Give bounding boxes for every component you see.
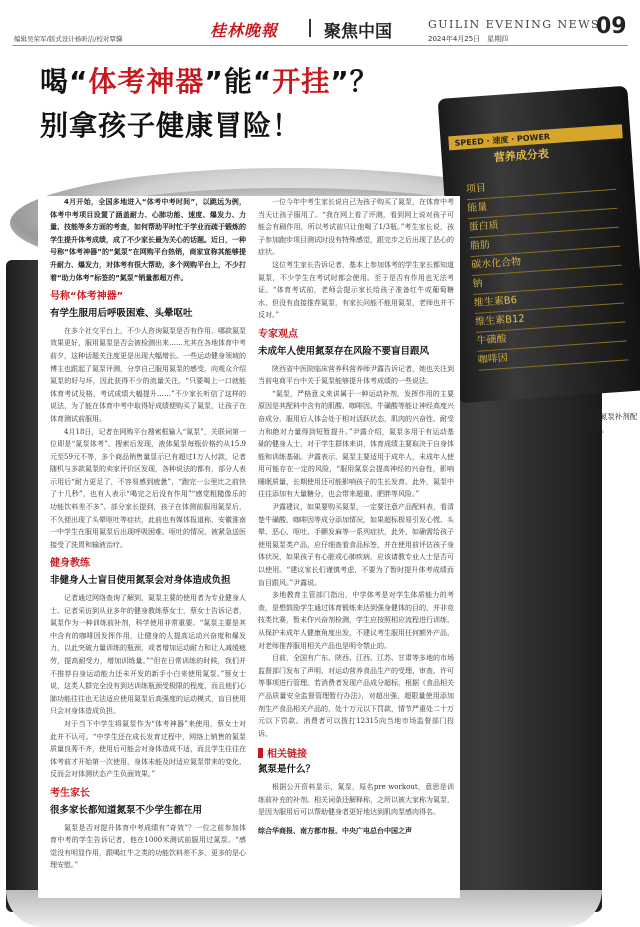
nutrition-row: 维生素B6	[473, 285, 624, 314]
headline-line-1: 喝“体考神器”能“开挂”？	[40, 65, 379, 98]
section-subhead: 未成年人使用氮泵存在风险不要盲目跟风	[258, 345, 430, 357]
section-subhead: 很多家长都知道氮泵不少学生都在用	[50, 804, 203, 816]
paragraph: 对于当下中学生将氮泵作为“体考神器”来使用，蔡女士对此并不认可。“中学生还在成长发育过程中，网络上销售的氮泵质量良莠不齐，使用后可能会对身体造成不适，而且学生往往在体考前才开始第一次使用，身体未能及时适应氮泵带来的变化，反而会对体测状态产生负面效果。”	[50, 719, 246, 779]
article-intro: 4月开始，全国多地进入“体考中考时间”，以跳远为例，体考中考项目设置了涵盖耐力、心肺功能、速度、爆发力、力量、技能等多方面的考查，如何帮助平时忙于学业而疏于锻炼的学生提升体考成绩，成了不少家长最为关心的话题。近日，一种号称“体考神器”的“氮泵”在网购平台热销，商家宣称其能够提升耐力、爆发力，对体考有很大帮助，多个网购平台上，不少打着“助力体考”标签的“氮泵”销量都超万件。	[50, 198, 246, 282]
paragraph: 4月18日，记者在网购平台搜索框输入“氮泵”，关联词第一位即是“氮泵体考”。搜索后发现，液体氮泵每瓶价格约从15.9元至59元不等，多个商品销售量显示已有超过1万人付款，记者随机与多款氮泵的卖家评价区发现，各种说法的都有，部分人表示用后“耐力更足了，不容易感到疲惫”，“跑完一公里比之前快了十几秒”，也有人表示“喝完之后没有作用”“感觉粗糙像乐的功能饮料差不多”。部分家长提到，孩子在体测前服用氮泵后，不久便出现了头晕呕吐等症状，此前也有媒体报道称，安徽淮南一中学生在服用氮泵后出现呼吸困难、呕吐的情况，被紧急送医接受了洗胃和输液治疗。	[50, 427, 246, 549]
section-kicker: 专家观点	[258, 328, 298, 340]
section-title: 聚焦中国	[324, 22, 392, 42]
section-subhead: 氮泵是什么？	[258, 763, 316, 775]
photo-caption: ⬆某氮泵补剂配料表。	[586, 412, 638, 434]
nutrition-row: 牛磺酸	[476, 322, 627, 351]
nutrition-row: 咖啡因	[477, 341, 628, 370]
section-subhead: 非健身人士盲目使用氮泵会对身体造成负担	[50, 575, 231, 587]
section-kicker: 健身教练	[50, 558, 90, 570]
article-body	[38, 196, 460, 898]
article-column-left	[50, 196, 246, 872]
nutrition-row: 项目	[465, 171, 616, 200]
nutrition-row: 维生素B12	[475, 303, 626, 332]
paragraph: 陕西省中医院临床营养科营养师尹露告诉记者，她也关注到当前电商平台中关于氮泵能够提升体考成绩的一些说法。	[258, 364, 454, 386]
headline	[40, 60, 379, 148]
headline-line-2: 别拿孩子健康冒险！	[40, 109, 302, 142]
section-subhead: 有学生服用后呼吸困难、头晕呕吐	[50, 307, 193, 319]
paragraph: 氮泵是否对提升体育中考成绩有“奇效”？一位之前参加体育中考的学生告诉记者，他在1000米测试前服用过氮泵。“感觉没有明显作用，跟喝红牛之类的功能饮料差不多，更多的是心理安慰。”	[50, 823, 246, 870]
paragraph: 多地教育主管部门指出，中学体考是对学生体质能力的考查，是想鼓励学生通过体育锻炼来达到强身健体的目的，并非竞技类比赛，暂未作兴奋剂检测，学生应按照相应流程进行训练，从保护未成年人健康角度出发，不建议考生服用任何额外产品，对老师推荐服用相关产品也是明令禁止的。	[258, 591, 454, 650]
nutrition-row: 脂肪	[469, 228, 620, 257]
paragraph: 记者通过网络查询了解到，氮泵主要的使用者为专业健身人士。记者采访到从业多年的健身教练蔡女士，蔡女士告诉记者，氮泵作为一种训练前补剂，科学使用非常重要。“氮泵主要是其中含有的咖啡因发挥作用，让健身的人提高运动兴奋度和爆发力，以此突破力量训练的瓶颈，或者增加运动耐力和让人减缓疲劳，提高耐受力，增加训练量。”“但在日常训练的时候，我们并不推荐自身运动能力还未开发的新手小白来使用氮泵。”蔡女士说，这类人群完全没有到达训练瓶颈受极限的程度，而且他们心肺功能往往也无法适应使用氮泵后高强度的运动模式，盲目使用只会对身体造成负担。	[50, 594, 246, 716]
article-sources: 综合华商报、南方都市报、中央广电总台中国之声	[258, 826, 412, 835]
page-number: 09	[596, 14, 627, 39]
nutrition-row: 钠	[472, 266, 623, 295]
paragraph: 这位考生家长告诉记者，基本上参加体考的学生家长都知道氮泵，不少学生在考试时都会使用。至于是否有作用也无法考证。“体育考试前，老师会提示家长给孩子准备红牛或葡萄糖水，但没有直接推荐氮泵，有家长问能不能用氮泵，老师也并不反对。”	[258, 260, 454, 320]
header-divider	[309, 19, 311, 37]
article-column-right	[258, 196, 454, 837]
editor-credits: 编辑吴荣军/版式设计杨昕洁/校对覃骥	[14, 35, 123, 43]
paragraph: 尹露建议，如果要购买氮泵，一定要注意产品配料表，看清楚牛磺酸、咖啡因等成分添加情况，如果超标极易引发心慌、头晕、恶心、呕吐、手颤发麻等一系列症状，此外，如确需给孩子使用氮泵类产品，应仔细查看食品标签，并在使用前评估孩子身体状况，如果孩子有心脏或心肺疾病，应该请教专业人士是否可以使用。“建议家长们谨慎考虑，不要为了暂时提升体考成绩而盲目跟风。”尹露说。	[258, 503, 454, 587]
paragraph: 目前，全国有广东、陕西、江西、江苏、甘肃等多地的市场监督部门发布了声明，对运动营养食品生产的受理、审查、许可等事项进行管理。若消费者发现产品成分超标，根据《食品相关产品质量安全监督管理暂行办法》，对超出强、超限量使用添加剂生产食品相关产品的，处十万元以下罚款，情节严重处二十万元以下罚款。消费者可以拨打12315向当地市场监督部门投诉。	[258, 654, 454, 738]
publication-date: 2024年4月25日 星期四	[428, 35, 509, 43]
page-header	[0, 0, 640, 46]
related-link-heading: 相关链接	[258, 748, 454, 762]
nutrition-table	[465, 171, 628, 371]
newspaper-logo: 桂林晚報	[210, 21, 279, 40]
section-kicker: 考生家长	[50, 787, 90, 799]
nutrition-table-title: 营养成分表	[493, 147, 550, 165]
section-kicker: 号称“体考神器”	[50, 291, 124, 303]
nutrition-row: 碳水化合物	[471, 247, 622, 276]
paper-english-name: GUILIN EVENING NEWS	[428, 18, 601, 31]
paragraph: “氮泵，严格意义来讲属于一种运动补剂，发挥作用的主要原因是其配料中含有的肌酸、咖啡因、牛磺酸等能让神经高度兴奋成分，服用后人体会处于相对活跃状态，肌肉的兴奋性、耐受力和绝对力量得到短暂提升。”尹露介绍，氮泵多用于有运动基础的健身人士，对于学生群体来讲，体育成绩主要取决于自身体能和训练基础。尹露表示，氮泵主要适用于成年人，未成年人使用可能存在一定的风险，“服用氮泵会提高神经的兴奋性，影响睡眠质量，长期使用还可能影响孩子的生长发育。此外，氮泵中往往添加有大量糖分，也会带来超重、肥胖等风险。”	[258, 389, 454, 499]
header-rule	[12, 45, 628, 46]
nutrition-row: 能量	[467, 190, 618, 219]
supplement-bottle-image	[438, 86, 640, 404]
bottle-speed-text: SPEED · 速度 · POWER	[454, 132, 551, 148]
paragraph: 根据公开资料显示，氮泵，原名pre workout，意思是训练前补充的补剂。相关词条还解释称，之所以被大家称为氮泵，是因为服用后可以帮助健身者更好地达到肌肉泵感肉得名。	[258, 782, 454, 817]
paragraph: 一位今年中考生家长说自己为孩子购买了氮泵，在体育中考当天让孩子服用了。“我在网上看了评测，看到网上说对孩子可能会有刷作用，所以考试前只让他喝了1/3瓶。”考生家长说，孩子参加跑步项目测试时没有特殊感觉，跟完步之后出现了恶心的症状。	[258, 198, 454, 257]
nutrition-row: 蛋白质	[468, 209, 619, 238]
paragraph: 在多个社交平台上，不少人咨询氮泵是否有作用、哪款氮泵效果更好，服用氮泵是否会被检测出来……尤其在各地体育中考前夕，这种话题关注度更是出现大幅增长。一些运动健身领域的博主也跟起了氮泵评测，分享自己服用氮泵的感受，向观众介绍氮泵的好与坏，因此获得不少的流量关注。“只要喝上一口就能体育考试及格，考试成绩大幅提升……”不少家长听信了这样的说法，为了能在体育中考中取得好成绩便购买了氮泵，让孩子在体育测试前服用。	[50, 326, 246, 423]
